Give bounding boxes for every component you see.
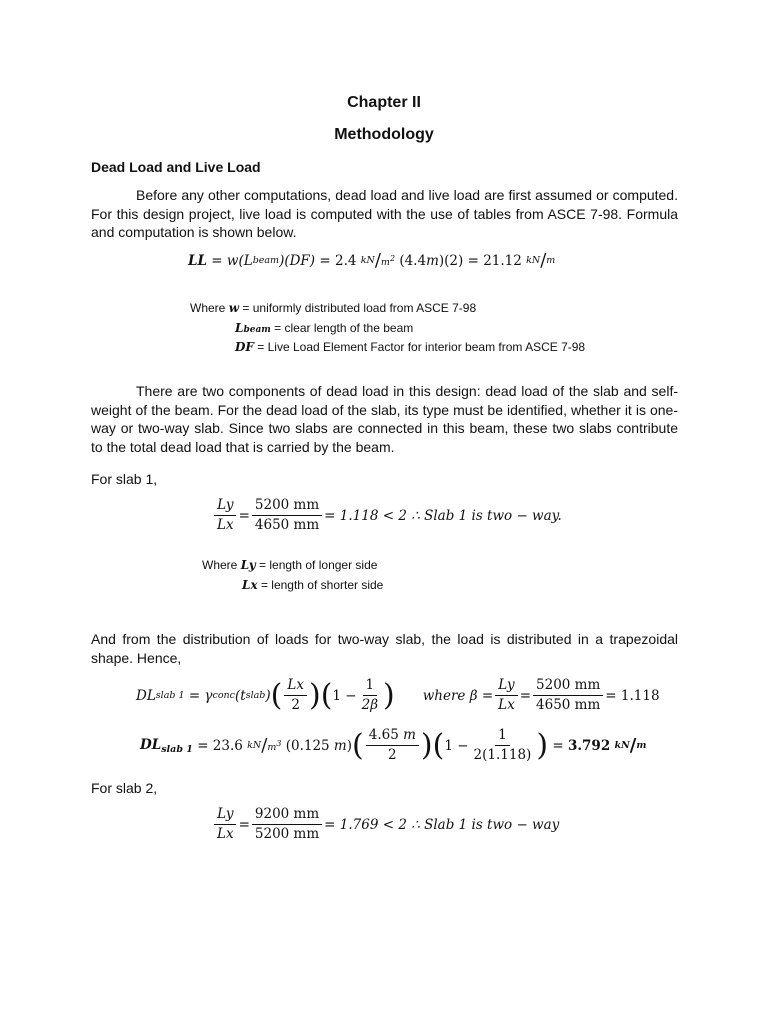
- beta-denominator: 4650 mm: [536, 697, 601, 713]
- dead-load-formula: DL slab 1 = γ conc (t slab ) ( $\frac{Lx}{2}$ ) ( 1 − $\frac{1}{2\beta}$ ) where β = $\frac{Ly}{Lx}$ = $\frac{5200 mm}{4650 mm}$ = 1.118: [136, 677, 660, 713]
- ratio-where-ly: Where Ly = length of longer side: [202, 558, 378, 572]
- slab2-ly-value: 9200 mm: [252, 806, 322, 825]
- ratio-where-lx: Lx = length of shorter side: [242, 578, 384, 592]
- dead-load-result: 3.792: [567, 737, 611, 754]
- paragraph-live-load-intro: Before any other computations, dead load and live load are first assumed or computed. For this design project, live load is computed with the use of tables from ASCE 7-98. Formula and computation is shown below.: [91, 187, 678, 240]
- slab2-ratio-result: = 1.769 < 2 ∴ Slab 1 is two − way: [324, 816, 560, 833]
- paragraph-trapezoidal: And from the distribution of loads for two-way slab, the load is distributed in a trapezoidal shape. Hence,: [91, 631, 678, 666]
- dead-load-computation: $DL_{slab 1}$ = 23.6 kN / $m^3$ (0.125 m ) ( $\frac{4.65 m}{2}$ ) ( 1 − $\frac{1}{2(1.118)}$ ) = 3.792 kN / m: [140, 727, 647, 763]
- ll-where-lbeam: Lbeam = clear length of the beam: [235, 321, 414, 335]
- slab2-lx-value: 5200 mm: [254, 826, 320, 842]
- slab1-ratio-equation: $\frac{Ly}{Lx}$ = $\frac{5200 mm}{4650 mm}$ = 1.118 < 2 ∴ Slab 1 is two − way.: [212, 497, 562, 534]
- ll-where-df: DF = Live Load Element Factor for interior beam from ASCE 7-98: [235, 340, 586, 354]
- ll-where-w: Where w = uniformly distributed load from ASCE 7-98: [190, 301, 477, 315]
- slab1-ly-value: 5200 mm: [252, 497, 322, 516]
- paragraph-dead-load-components: There are two components of dead load in this design: dead load of the slab and self-weight of the beam. For the dead load of the slab, its type must be identified, whether it is one-way or two-way slab. Since two slabs are connected in this beam, these two slabs contribute to the total dead load that is carried by the beam.: [91, 383, 678, 455]
- live-load-equation: LL = w(L beam )(DF) = 2.4 kN / $m^2$ (4.4 m )(2) = 21.12 kN / m: [188, 250, 556, 271]
- beta-numerator: 5200 mm: [533, 677, 603, 696]
- slab1-lx-value: 4650 mm: [254, 517, 320, 533]
- subsection-title: Dead Load and Live Load: [91, 159, 261, 175]
- beta-value: = 1.118: [605, 687, 660, 704]
- slab1-label: For slab 1,: [91, 471, 158, 487]
- chapter-title: Chapter II: [347, 94, 421, 111]
- slab1-ratio-result: = 1.118 < 2 ∴ Slab 1 is two − way.: [324, 507, 562, 524]
- slab2-ratio-equation: $\frac{Ly}{Lx}$ = $\frac{9200 mm}{5200 mm}$ = 1.769 < 2 ∴ Slab 1 is two − way: [212, 806, 559, 843]
- slab2-label: For slab 2,: [91, 780, 158, 796]
- section-title: Methodology: [334, 126, 434, 143]
